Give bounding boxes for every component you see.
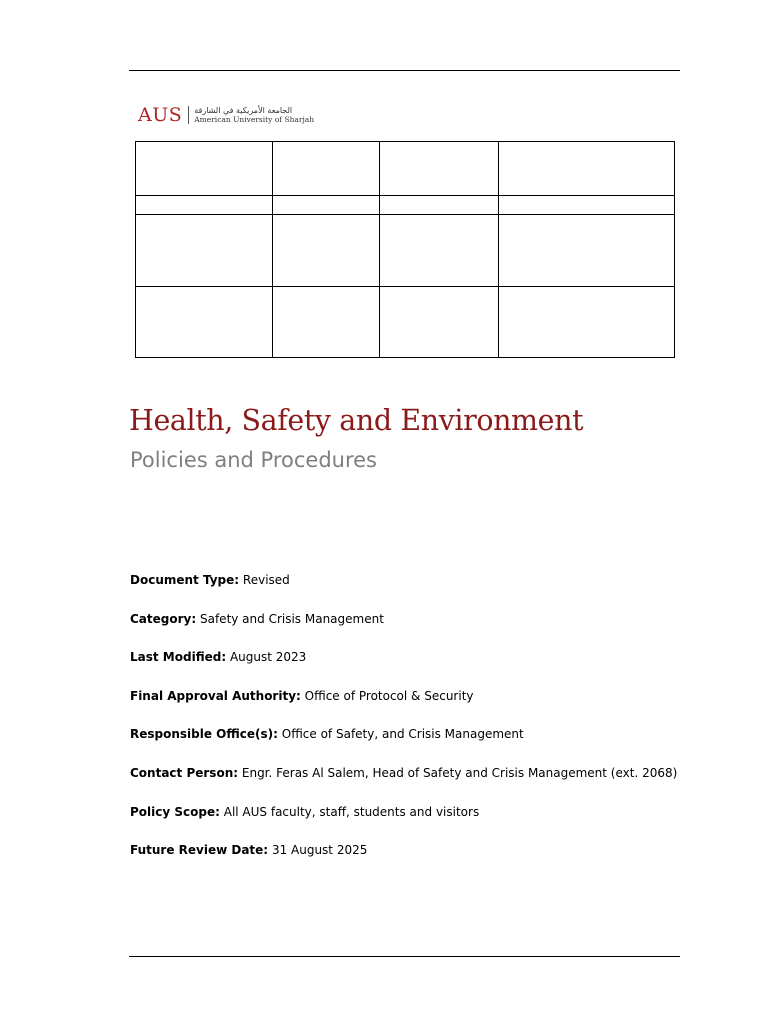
table-cell xyxy=(499,142,675,196)
metadata-value: Office of Safety, and Crisis Management xyxy=(281,727,524,742)
metadata-label: Contact Person: xyxy=(130,765,239,780)
table-cell xyxy=(380,196,499,215)
logo-english-name: American University of Sharjah xyxy=(194,115,315,124)
header-rule xyxy=(129,70,680,71)
document-subtitle: Policies and Procedures xyxy=(130,448,377,472)
table-cell xyxy=(380,142,499,196)
table-cell xyxy=(499,287,675,358)
metadata-label: Final Approval Authority: xyxy=(130,688,301,703)
metadata-final-approval-authority xyxy=(130,688,677,727)
footer-rule xyxy=(129,956,680,957)
aus-logo xyxy=(138,102,314,128)
metadata-future-review-date xyxy=(130,842,677,881)
approval-table xyxy=(135,141,675,358)
table-cell xyxy=(273,215,380,287)
metadata-document-type xyxy=(130,572,677,611)
table-cell xyxy=(136,142,273,196)
logo-text xyxy=(194,106,314,124)
logo-divider xyxy=(188,106,189,124)
metadata-list xyxy=(130,572,677,881)
metadata-last-modified xyxy=(130,649,677,688)
metadata-contact-person xyxy=(130,765,677,804)
metadata-value: August 2023 xyxy=(229,650,307,665)
table-row xyxy=(136,196,675,215)
logo-mark: AUS xyxy=(138,104,183,126)
table-row xyxy=(136,142,675,196)
metadata-category xyxy=(130,611,677,650)
metadata-value: Safety and Crisis Management xyxy=(199,611,384,626)
table-cell xyxy=(273,287,380,358)
metadata-value: 31 August 2025 xyxy=(271,843,368,858)
metadata-label: Category: xyxy=(130,611,197,626)
table-cell xyxy=(273,196,380,215)
metadata-label: Future Review Date: xyxy=(130,843,269,858)
table-cell xyxy=(380,287,499,358)
table-cell xyxy=(273,142,380,196)
table-cell xyxy=(136,215,273,287)
document-title: Health, Safety and Environment xyxy=(129,404,584,437)
metadata-value: Office of Protocol & Security xyxy=(304,688,474,703)
table-row xyxy=(136,215,675,287)
metadata-label: Document Type: xyxy=(130,573,240,587)
metadata-label: Responsible Office(s): xyxy=(130,727,278,742)
table-cell xyxy=(499,196,675,215)
table-cell xyxy=(380,215,499,287)
table-cell xyxy=(499,215,675,287)
metadata-responsible-offices xyxy=(130,726,677,765)
metadata-value: All AUS faculty, staff, students and visitors xyxy=(223,804,480,819)
metadata-label: Last Modified: xyxy=(130,650,227,665)
table-cell xyxy=(136,196,273,215)
table-row xyxy=(136,287,675,358)
logo-arabic-name: الجامعة الأمريكية في الشارقة xyxy=(194,106,293,115)
metadata-value: Revised xyxy=(242,573,290,587)
metadata-label: Policy Scope: xyxy=(130,804,220,819)
metadata-value: Engr. Feras Al Salem, Head of Safety and Crisis Management (ext. 2068) xyxy=(241,765,678,780)
metadata-policy-scope xyxy=(130,804,677,843)
table-cell xyxy=(136,287,273,358)
